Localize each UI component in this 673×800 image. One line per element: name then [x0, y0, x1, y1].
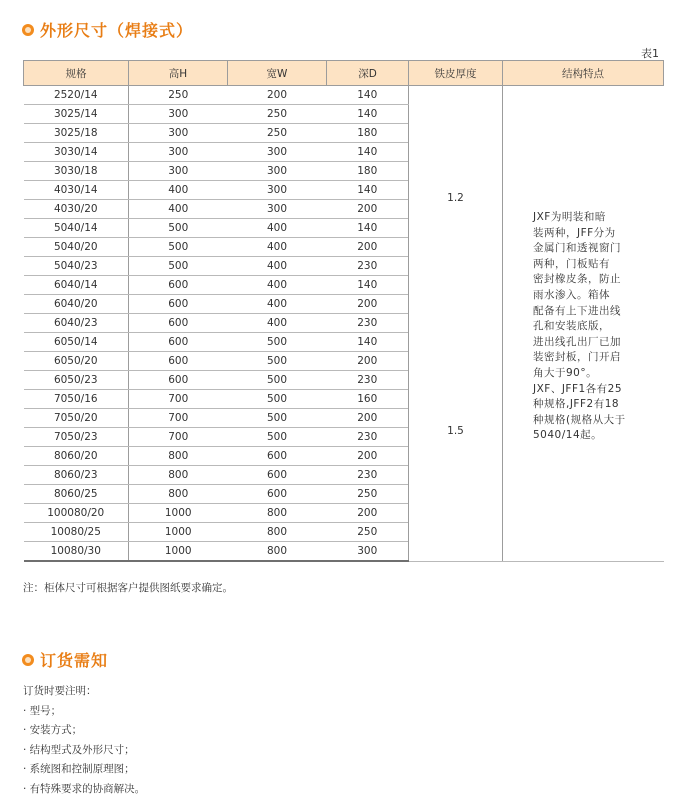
header-depth: 深D — [327, 61, 409, 86]
cell-height: 300 — [129, 162, 228, 181]
table-row — [24, 86, 664, 105]
cell-height: 600 — [129, 333, 228, 352]
cell-height: 600 — [129, 295, 228, 314]
ordering-item: · 系统图和控制原理图； — [23, 763, 135, 775]
cell-depth: 180 — [327, 162, 409, 181]
cell-width: 600 — [228, 466, 327, 485]
cell-height: 800 — [129, 485, 228, 504]
header-spec: 规格 — [24, 61, 129, 86]
cell-spec: 7050/23 — [24, 428, 129, 447]
cell-depth: 300 — [327, 542, 409, 562]
cell-spec: 6040/20 — [24, 295, 129, 314]
table-note: 注：柜体尺寸可根据客户提供图纸要求确定。 — [23, 582, 233, 594]
table-number: 表1 — [641, 47, 659, 60]
cell-width: 400 — [228, 295, 327, 314]
cell-depth: 200 — [327, 238, 409, 257]
cell-depth: 230 — [327, 314, 409, 333]
cell-depth: 200 — [327, 504, 409, 523]
cell-spec: 5040/23 — [24, 257, 129, 276]
cell-depth: 200 — [327, 295, 409, 314]
thickness-value: 1.2 — [447, 192, 464, 204]
cell-height: 1000 — [129, 504, 228, 523]
dimensions-table — [23, 60, 664, 562]
cell-width: 250 — [228, 124, 327, 143]
cell-spec: 3030/18 — [24, 162, 129, 181]
cell-width: 300 — [228, 162, 327, 181]
cell-depth: 230 — [327, 257, 409, 276]
cell-height: 300 — [129, 105, 228, 124]
cell-width: 300 — [228, 181, 327, 200]
ordering-item: · 有特殊要求的协商解决。 — [23, 782, 146, 795]
section-title: 订货需知 — [40, 651, 109, 670]
cell-thickness-merged — [409, 86, 503, 562]
cell-spec: 2520/14 — [24, 86, 129, 105]
cell-depth: 200 — [327, 200, 409, 219]
cell-height: 500 — [129, 238, 228, 257]
cell-spec: 6050/20 — [24, 352, 129, 371]
cell-height: 700 — [129, 428, 228, 447]
cell-height: 400 — [129, 181, 228, 200]
cell-spec: 100080/20 — [24, 504, 129, 523]
cell-width: 500 — [228, 409, 327, 428]
cell-height: 600 — [129, 276, 228, 295]
cell-height: 700 — [129, 390, 228, 409]
cell-spec: 6050/23 — [24, 371, 129, 390]
cell-spec: 8060/20 — [24, 447, 129, 466]
cell-depth: 230 — [327, 371, 409, 390]
cell-depth: 200 — [327, 409, 409, 428]
section-header-dimensions — [22, 18, 193, 41]
structure-description: JXF为明装和暗 装两种，JFF分为 金属门和透视窗门 两种，门板贴有 密封橡皮条，防止 雨水渗入。箱体 配备有上下进出线 孔和安装底版， 进出线孔出厂已加 装密封板，门开启 角大于90°。 JXF、JFF1各有25 种规格,JFF2有18 种规格(规格从大于 5040/14起。 — [533, 211, 626, 442]
cell-width: 300 — [228, 200, 327, 219]
cell-height: 600 — [129, 352, 228, 371]
ordering-item: · 安装方式； — [23, 724, 83, 736]
cell-width: 800 — [228, 542, 327, 562]
cell-height: 1000 — [129, 542, 228, 562]
cell-width: 800 — [228, 504, 327, 523]
cell-height: 300 — [129, 143, 228, 162]
cell-height: 300 — [129, 124, 228, 143]
cell-width: 800 — [228, 523, 327, 542]
ordering-list — [23, 682, 145, 799]
cell-spec: 7050/20 — [24, 409, 129, 428]
cell-width: 600 — [228, 485, 327, 504]
cell-width: 200 — [228, 86, 327, 105]
cell-height: 600 — [129, 314, 228, 333]
cell-height: 400 — [129, 200, 228, 219]
cell-depth: 200 — [327, 447, 409, 466]
cell-spec: 3025/18 — [24, 124, 129, 143]
cell-spec: 6040/14 — [24, 276, 129, 295]
cell-width: 300 — [228, 143, 327, 162]
section-header-ordering — [22, 648, 108, 671]
cell-width: 400 — [228, 238, 327, 257]
cell-width: 400 — [228, 257, 327, 276]
cell-height: 800 — [129, 466, 228, 485]
cell-width: 500 — [228, 371, 327, 390]
cell-width: 500 — [228, 428, 327, 447]
cell-height: 800 — [129, 447, 228, 466]
cell-width: 600 — [228, 447, 327, 466]
cell-width: 500 — [228, 352, 327, 371]
header-width: 宽W — [228, 61, 327, 86]
cell-height: 250 — [129, 86, 228, 105]
ordering-item: · 结构型式及外形尺寸； — [23, 743, 135, 756]
header-height: 高H — [129, 61, 228, 86]
cell-depth: 140 — [327, 143, 409, 162]
cell-depth: 140 — [327, 181, 409, 200]
cell-width: 400 — [228, 314, 327, 333]
cell-spec: 8060/23 — [24, 466, 129, 485]
cell-spec: 5040/20 — [24, 238, 129, 257]
cell-structure-merged — [503, 86, 664, 562]
cell-width: 500 — [228, 390, 327, 409]
cell-spec: 3030/14 — [24, 143, 129, 162]
cell-width: 400 — [228, 219, 327, 238]
cell-depth: 140 — [327, 276, 409, 295]
cell-spec: 3025/14 — [24, 105, 129, 124]
cell-spec: 4030/20 — [24, 200, 129, 219]
cell-spec: 6050/14 — [24, 333, 129, 352]
cell-height: 600 — [129, 371, 228, 390]
cell-width: 250 — [228, 105, 327, 124]
section-title: 外形尺寸（焊接式） — [40, 21, 194, 40]
cell-depth: 140 — [327, 219, 409, 238]
cell-depth: 250 — [327, 523, 409, 542]
cell-depth: 160 — [327, 390, 409, 409]
cell-width: 400 — [228, 276, 327, 295]
table-header-row — [24, 61, 664, 86]
cell-spec: 8060/25 — [24, 485, 129, 504]
orange-bullet-icon — [22, 654, 34, 666]
cell-depth: 230 — [327, 466, 409, 485]
header-structure: 结构特点 — [503, 61, 664, 86]
header-thickness: 铁皮厚度 — [409, 61, 503, 86]
cell-spec: 10080/25 — [24, 523, 129, 542]
cell-height: 700 — [129, 409, 228, 428]
cell-depth: 140 — [327, 333, 409, 352]
cell-height: 500 — [129, 257, 228, 276]
ordering-item: · 型号； — [23, 704, 62, 717]
cell-height: 500 — [129, 219, 228, 238]
cell-depth: 140 — [327, 86, 409, 105]
cell-depth: 140 — [327, 105, 409, 124]
cell-spec: 7050/16 — [24, 390, 129, 409]
orange-bullet-icon — [22, 24, 34, 36]
cell-spec: 5040/14 — [24, 219, 129, 238]
cell-depth: 250 — [327, 485, 409, 504]
cell-spec: 4030/14 — [24, 181, 129, 200]
cell-spec: 6040/23 — [24, 314, 129, 333]
ordering-intro: 订货时要注明： — [23, 685, 97, 697]
cell-depth: 180 — [327, 124, 409, 143]
cell-width: 500 — [228, 333, 327, 352]
cell-spec: 10080/30 — [24, 542, 129, 562]
cell-depth: 230 — [327, 428, 409, 447]
cell-height: 1000 — [129, 523, 228, 542]
thickness-value: 1.5 — [447, 425, 464, 437]
cell-depth: 200 — [327, 352, 409, 371]
